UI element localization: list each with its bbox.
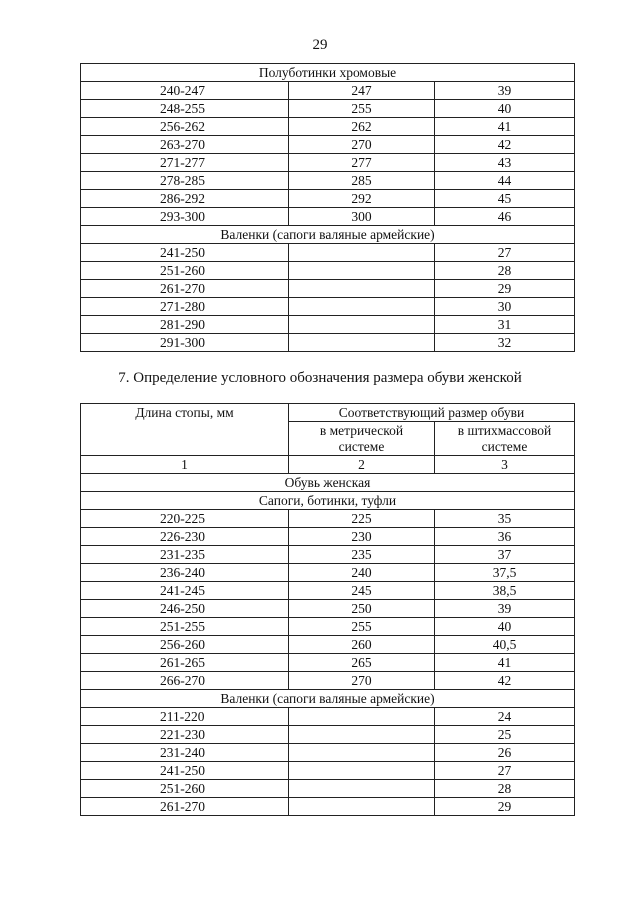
metric-size-cell: 230	[289, 528, 435, 546]
foot-length-cell: 291-300	[81, 334, 289, 352]
table-row	[81, 618, 575, 636]
stichmass-size-cell: 40	[435, 100, 575, 118]
foot-length-cell: 251-255	[81, 618, 289, 636]
header-metric-line1: в метрической	[319, 422, 404, 438]
metric-size-cell	[289, 280, 435, 298]
table-row	[81, 726, 575, 744]
foot-length-cell: 263-270	[81, 136, 289, 154]
foot-length-cell: 211-220	[81, 708, 289, 726]
foot-length-cell: 236-240	[81, 564, 289, 582]
stichmass-size-cell: 39	[435, 82, 575, 100]
metric-size-cell: 292	[289, 190, 435, 208]
section-row	[81, 226, 575, 244]
foot-length-cell: 241-250	[81, 244, 289, 262]
category-title: Обувь женская	[81, 474, 575, 492]
stichmass-size-cell: 26	[435, 744, 575, 762]
column-number-2: 2	[289, 456, 435, 474]
category-row	[81, 474, 575, 492]
table-row	[81, 600, 575, 618]
table-row	[81, 780, 575, 798]
foot-length-cell: 248-255	[81, 100, 289, 118]
stichmass-size-cell: 30	[435, 298, 575, 316]
metric-size-cell: 260	[289, 636, 435, 654]
stichmass-size-cell: 40,5	[435, 636, 575, 654]
column-number-row	[81, 456, 575, 474]
size-table-women-header	[81, 404, 575, 492]
stichmass-size-cell: 42	[435, 672, 575, 690]
metric-size-cell: 277	[289, 154, 435, 172]
table-row	[81, 510, 575, 528]
metric-size-cell	[289, 708, 435, 726]
metric-size-cell: 300	[289, 208, 435, 226]
column-number-1: 1	[81, 456, 289, 474]
table-row	[81, 762, 575, 780]
section-heading: 7. Определение условного обозначения размера обуви женской	[118, 370, 522, 386]
size-table-men	[80, 63, 575, 352]
foot-length-cell: 281-290	[81, 316, 289, 334]
table-row	[81, 136, 575, 154]
section-title: Полуботинки хромовые	[81, 64, 575, 82]
metric-size-cell: 265	[289, 654, 435, 672]
header-row	[81, 404, 575, 422]
foot-length-cell: 251-260	[81, 262, 289, 280]
metric-size-cell: 240	[289, 564, 435, 582]
table-row	[81, 262, 575, 280]
header-metric-system	[289, 422, 435, 456]
metric-size-cell	[289, 780, 435, 798]
foot-length-cell: 246-250	[81, 600, 289, 618]
header-stichmass-line2: системе	[481, 438, 528, 454]
stichmass-size-cell: 37	[435, 546, 575, 564]
foot-length-cell: 261-270	[81, 798, 289, 816]
table-row	[81, 546, 575, 564]
section-title: Сапоги, ботинки, туфли	[81, 492, 575, 510]
metric-size-cell: 250	[289, 600, 435, 618]
metric-size-cell	[289, 244, 435, 262]
stichmass-size-cell: 45	[435, 190, 575, 208]
foot-length-cell: 231-235	[81, 546, 289, 564]
stichmass-size-cell: 24	[435, 708, 575, 726]
metric-size-cell: 285	[289, 172, 435, 190]
header-metric-line2: системе	[338, 438, 385, 454]
stichmass-size-cell: 40	[435, 618, 575, 636]
metric-size-cell: 245	[289, 582, 435, 600]
foot-length-cell: 231-240	[81, 744, 289, 762]
stichmass-size-cell: 37,5	[435, 564, 575, 582]
page-number: 29	[312, 37, 328, 53]
foot-length-cell: 241-245	[81, 582, 289, 600]
table-row	[81, 708, 575, 726]
foot-length-cell: 220-225	[81, 510, 289, 528]
header-foot-length: Длина стопы, мм	[81, 404, 289, 456]
foot-length-cell: 293-300	[81, 208, 289, 226]
metric-size-cell	[289, 298, 435, 316]
metric-size-cell	[289, 334, 435, 352]
section-row	[81, 492, 575, 510]
table-row	[81, 100, 575, 118]
metric-size-cell: 247	[289, 82, 435, 100]
stichmass-size-cell: 28	[435, 262, 575, 280]
table-row	[81, 636, 575, 654]
stichmass-size-cell: 41	[435, 654, 575, 672]
metric-size-cell	[289, 744, 435, 762]
table-row	[81, 154, 575, 172]
header-stichmass-line1: в штихмассовой	[457, 422, 552, 438]
table-row	[81, 654, 575, 672]
table-row	[81, 244, 575, 262]
stichmass-size-cell: 31	[435, 316, 575, 334]
foot-length-cell: 261-265	[81, 654, 289, 672]
metric-size-cell: 235	[289, 546, 435, 564]
stichmass-size-cell: 39	[435, 600, 575, 618]
table-row	[81, 798, 575, 816]
header-corresponding-size: Соответствующий размер обуви	[289, 404, 575, 422]
column-number-3: 3	[435, 456, 575, 474]
table-row	[81, 564, 575, 582]
metric-size-cell	[289, 726, 435, 744]
metric-size-cell	[289, 798, 435, 816]
section-title: Валенки (сапоги валяные армейские)	[81, 226, 575, 244]
stichmass-size-cell: 43	[435, 154, 575, 172]
foot-length-cell: 286-292	[81, 190, 289, 208]
section-row	[81, 690, 575, 708]
metric-size-cell	[289, 316, 435, 334]
section-title: Валенки (сапоги валяные армейские)	[81, 690, 575, 708]
table-row	[81, 208, 575, 226]
stichmass-size-cell: 36	[435, 528, 575, 546]
foot-length-cell: 271-277	[81, 154, 289, 172]
stichmass-size-cell: 44	[435, 172, 575, 190]
foot-length-cell: 278-285	[81, 172, 289, 190]
size-table-women	[80, 403, 575, 816]
foot-length-cell: 251-260	[81, 780, 289, 798]
metric-size-cell: 225	[289, 510, 435, 528]
size-table-men-body	[81, 64, 575, 352]
table-row	[81, 280, 575, 298]
size-table-women-body	[81, 492, 575, 816]
table-row	[81, 298, 575, 316]
stichmass-size-cell: 38,5	[435, 582, 575, 600]
foot-length-cell: 221-230	[81, 726, 289, 744]
stichmass-size-cell: 35	[435, 510, 575, 528]
stichmass-size-cell: 27	[435, 762, 575, 780]
metric-size-cell: 262	[289, 118, 435, 136]
metric-size-cell: 270	[289, 136, 435, 154]
metric-size-cell: 255	[289, 618, 435, 636]
table-row	[81, 744, 575, 762]
table-row	[81, 172, 575, 190]
metric-size-cell: 255	[289, 100, 435, 118]
stichmass-size-cell: 28	[435, 780, 575, 798]
foot-length-cell: 266-270	[81, 672, 289, 690]
table-row	[81, 118, 575, 136]
table-row	[81, 528, 575, 546]
stichmass-size-cell: 46	[435, 208, 575, 226]
foot-length-cell: 256-260	[81, 636, 289, 654]
foot-length-cell: 261-270	[81, 280, 289, 298]
foot-length-cell: 226-230	[81, 528, 289, 546]
stichmass-size-cell: 29	[435, 280, 575, 298]
stichmass-size-cell: 41	[435, 118, 575, 136]
metric-size-cell: 270	[289, 672, 435, 690]
stichmass-size-cell: 29	[435, 798, 575, 816]
table-row	[81, 582, 575, 600]
metric-size-cell	[289, 262, 435, 280]
table-row	[81, 316, 575, 334]
foot-length-cell: 271-280	[81, 298, 289, 316]
stichmass-size-cell: 25	[435, 726, 575, 744]
metric-size-cell	[289, 762, 435, 780]
foot-length-cell: 241-250	[81, 762, 289, 780]
stichmass-size-cell: 42	[435, 136, 575, 154]
foot-length-cell: 256-262	[81, 118, 289, 136]
table-row	[81, 82, 575, 100]
table-row	[81, 672, 575, 690]
stichmass-size-cell: 27	[435, 244, 575, 262]
stichmass-size-cell: 32	[435, 334, 575, 352]
section-row	[81, 64, 575, 82]
table-row	[81, 190, 575, 208]
header-stichmass-system	[435, 422, 575, 456]
foot-length-cell: 240-247	[81, 82, 289, 100]
table-row	[81, 334, 575, 352]
